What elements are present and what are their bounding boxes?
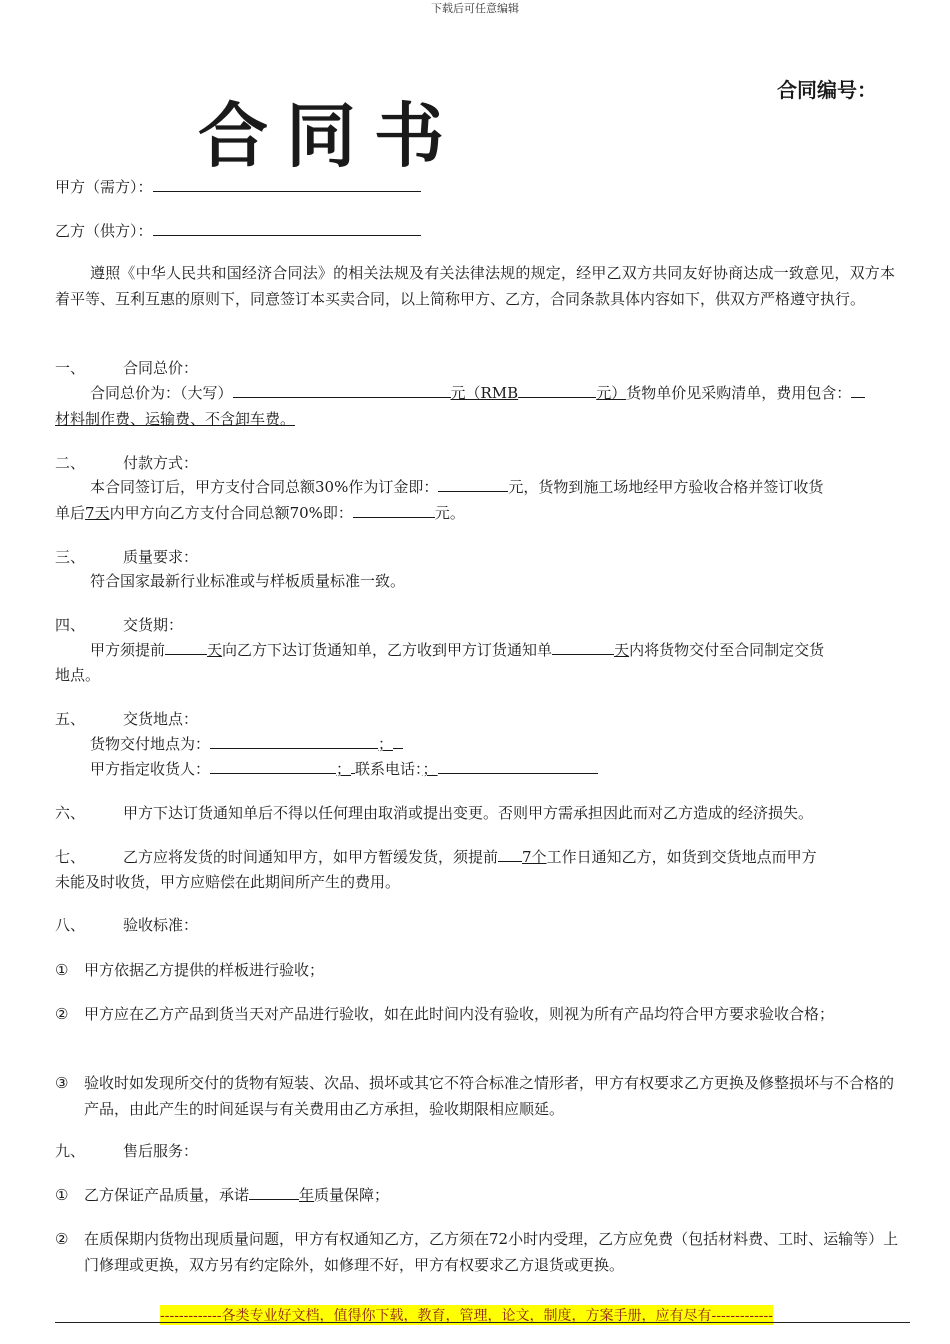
balance-label: 内甲方向乙方支付合同总额70%即： bbox=[109, 504, 353, 522]
warranty-years-blank[interactable] bbox=[249, 1182, 299, 1200]
party-b-label: 乙方（供方）： bbox=[55, 222, 153, 240]
delivery-address-end: ； bbox=[378, 735, 394, 753]
notice-days-lead bbox=[498, 844, 522, 862]
fee-includes-label: 货物单价见采购清单，费用包含： bbox=[626, 384, 852, 402]
section-1-number: 一、 bbox=[55, 359, 86, 377]
section-2-line-1 bbox=[90, 474, 823, 500]
delivery-address-tail bbox=[393, 731, 403, 749]
consignee-label: 甲方指定收货人： bbox=[90, 760, 211, 778]
party-b-row bbox=[55, 218, 421, 244]
section-2-line-2 bbox=[55, 500, 465, 526]
footer-divider bbox=[55, 1322, 910, 1323]
phone-label: 联系电话： bbox=[355, 760, 423, 778]
acceptance-item-3-mark: ③ bbox=[55, 1074, 69, 1092]
consignee-row bbox=[90, 756, 598, 782]
delivery-address-row bbox=[90, 731, 403, 757]
order-notice-text: 向乙方下达订货通知单，乙方收到甲方订货通知单 bbox=[222, 641, 553, 659]
advance-days-blank[interactable] bbox=[165, 637, 207, 655]
party-a-label: 甲方（需方）： bbox=[55, 178, 153, 196]
days-value: 7天 bbox=[85, 504, 110, 522]
section-6-number: 六、 bbox=[55, 804, 86, 822]
section-9-title: 售后服务： bbox=[123, 1142, 199, 1160]
section-4-line-1 bbox=[90, 637, 824, 663]
fee-includes-blank bbox=[851, 380, 865, 398]
section-5-number: 五、 bbox=[55, 710, 86, 728]
warranty-years-unit: 年 bbox=[299, 1186, 315, 1204]
section-5-title: 交货地点： bbox=[123, 710, 199, 728]
advance-days-unit: 天 bbox=[207, 641, 223, 659]
consignee-blank[interactable] bbox=[210, 756, 336, 774]
party-a-row bbox=[55, 174, 421, 200]
total-price-words-blank[interactable] bbox=[233, 380, 451, 398]
service-item-1-mark: ① bbox=[55, 1186, 69, 1204]
total-price-label: 合同总价为：（大写） bbox=[90, 384, 233, 402]
warranty-text: 质量保障； bbox=[314, 1186, 390, 1204]
service-item-2-mark: ② bbox=[55, 1230, 69, 1248]
balance-yuan: 元。 bbox=[434, 504, 465, 522]
section-1-title: 合同总价： bbox=[123, 359, 199, 377]
section-6-text: 甲方下达订货通知单后不得以任何理由取消或提出变更。否则甲方需承担因此而对乙方造成的经济损失。 bbox=[123, 804, 814, 822]
rmb-blank[interactable] bbox=[518, 380, 596, 398]
quality-text: 符合国家最新行业标准或与样板质量标准一致。 bbox=[90, 572, 406, 590]
section-2-number: 二、 bbox=[55, 454, 86, 472]
phone-blank[interactable] bbox=[438, 756, 598, 774]
section-1-line-1 bbox=[90, 380, 865, 406]
deposit-label: 本合同签订后，甲方支付合同总额30%作为订金即： bbox=[90, 478, 439, 496]
section-7-line-2: 未能及时收货，甲方应赔偿在此期间所产生的费用。 bbox=[55, 873, 401, 891]
acceptance-item-2-mark: ② bbox=[55, 1005, 69, 1023]
consignee-end: ； bbox=[336, 760, 352, 778]
page-title: 合同书 bbox=[198, 95, 462, 177]
delivery-days-unit: 天 bbox=[614, 641, 630, 659]
party-b-blank[interactable] bbox=[153, 218, 421, 236]
section-4-title: 交货期： bbox=[123, 616, 184, 634]
section-7-line-1 bbox=[123, 844, 817, 870]
acceptance-item-3: 验收时如发现所交付的货物有短装、次品、损坏或其它不符合标准之情形者，甲方有权要求乙方更换及修整损坏与不合格的产品，由此产生的时间延误与有关费用由乙方承担，验收期限相应顺延。 bbox=[84, 1074, 895, 1118]
after-receipt-label: 单后 bbox=[55, 504, 86, 522]
acceptance-item-1: 甲方依据乙方提供的样板进行验收； bbox=[84, 961, 325, 979]
section-4-line-2: 地点。 bbox=[55, 666, 101, 684]
section-2-title: 付款方式： bbox=[123, 454, 199, 472]
delivery-payment-text: 元，货物到施工场地经甲方验收合格并签订收货 bbox=[508, 478, 824, 496]
section-4-number: 四、 bbox=[55, 616, 86, 634]
section-8-title: 验收标准： bbox=[123, 916, 199, 934]
advance-label: 甲方须提前 bbox=[90, 641, 166, 659]
rmb-label: 元（RMB bbox=[450, 384, 519, 402]
phone-sep: ； bbox=[422, 760, 438, 778]
delivery-text: 内将货物交付至合同制定交货 bbox=[629, 641, 825, 659]
yuan-close-label: 元） bbox=[596, 384, 627, 402]
acceptance-item-1-mark: ① bbox=[55, 961, 69, 979]
section-7-number: 七、 bbox=[55, 848, 86, 866]
page-header: 下载后可任意编辑 bbox=[431, 2, 519, 15]
section-3-title: 质量要求： bbox=[123, 548, 199, 566]
section-3-number: 三、 bbox=[55, 548, 86, 566]
section-9-number: 九、 bbox=[55, 1142, 86, 1160]
fee-includes-text: 材料制作费、运输费、不含卸车费。 bbox=[55, 410, 296, 428]
service-item-2: 在质保期内货物出现质量问题，甲方有权通知乙方，乙方须在72小时内受理，乙方应免费（包括材料费、工时、运输等）上门修理或更换，双方另有约定除外，如修理不好，甲方有权要求乙方退货或更换。 bbox=[84, 1230, 899, 1274]
party-a-blank[interactable] bbox=[153, 174, 421, 192]
balance-blank[interactable] bbox=[353, 500, 435, 518]
warranty-label: 乙方保证产品质量，承诺 bbox=[84, 1186, 250, 1204]
delivery-days-blank[interactable] bbox=[552, 637, 614, 655]
delivery-address-label: 货物交付地点为： bbox=[90, 735, 211, 753]
acceptance-item-2: 甲方应在乙方产品到货当天对产品进行验收，如在此时间内没有验收，则视为所有产品均符合甲方要求验收合格； bbox=[84, 1005, 835, 1023]
footer-banner: -------------各类专业好文档，值得你下载，教育，管理，论文，制度，方案手册，应有尽有------------- bbox=[160, 1305, 773, 1325]
contract-number-label: 合同编号： bbox=[777, 78, 877, 102]
workday-text: 工作日通知乙方，如货到交货地点而甲方 bbox=[546, 848, 817, 866]
service-item-1 bbox=[84, 1182, 389, 1208]
shipping-notice-text: 乙方应将发货的时间通知甲方，如甲方暂缓发货，须提前 bbox=[123, 848, 499, 866]
deposit-blank[interactable] bbox=[438, 474, 508, 492]
intro-paragraph: 遵照《中华人民共和国经济合同法》的相关法规及有关法律法规的规定，经甲乙双方共同友好协商达成一致意见，双方本着平等、互利互惠的原则下，同意签订本买卖合同，以上简称甲方、乙方，合同条款具体内容如下，供双方严格遵守执行。 bbox=[55, 264, 895, 308]
delivery-address-blank[interactable] bbox=[210, 731, 378, 749]
section-8-number: 八、 bbox=[55, 916, 86, 934]
notice-days-value: 7个 bbox=[522, 848, 547, 866]
